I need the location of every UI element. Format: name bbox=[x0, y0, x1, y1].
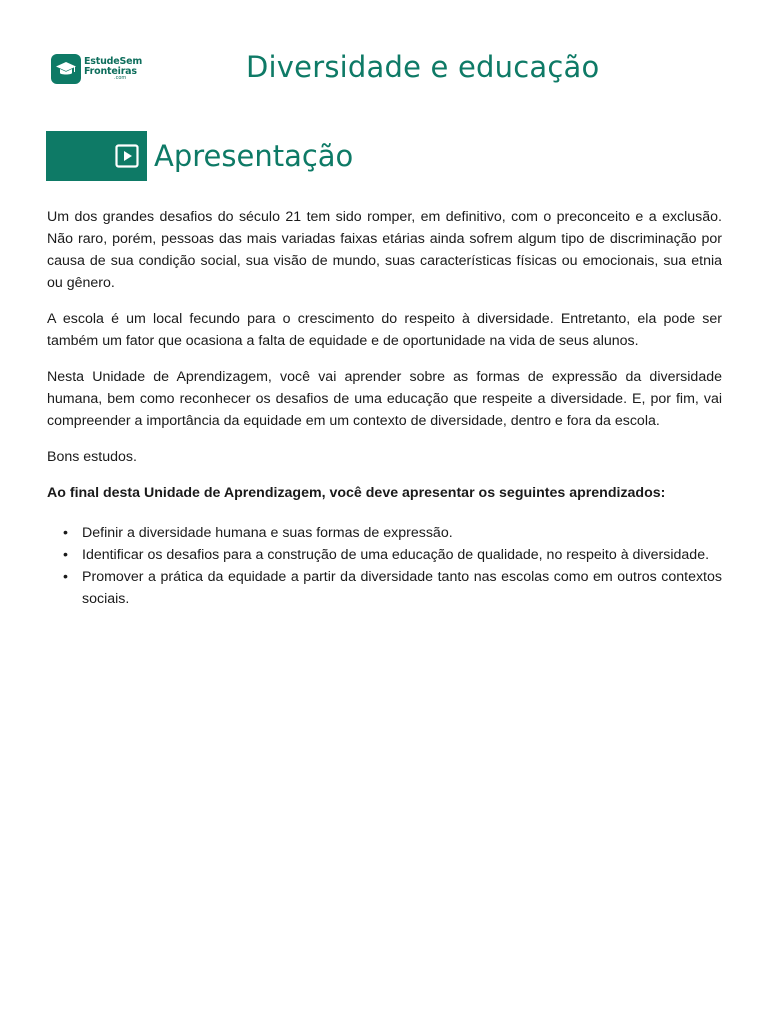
document-body bbox=[47, 206, 722, 610]
brand-logo bbox=[51, 54, 142, 84]
list-item-text: Definir a diversidade humana e suas formas de expressão. bbox=[82, 525, 453, 541]
logo-line-3: .com bbox=[114, 75, 127, 81]
objectives-intro: Ao final desta Unidade de Aprendizagem, você deve apresentar os seguintes aprendizados: bbox=[47, 485, 666, 501]
paragraph: Um dos grandes desafios do século 21 tem sido romper, em definitivo, com o preconceito e a exclusão. Não raro, porém, pessoas das mais variadas faixas etárias ainda sofrem algum tipo de discriminação por causa de sua condição social, sua visão de mundo, suas características físicas ou emocionais, sua etnia ou gênero. bbox=[47, 209, 722, 291]
play-box-icon bbox=[115, 144, 139, 168]
paragraph: Nesta Unidade de Aprendizagem, você vai aprender sobre as formas de expressão da diversidade humana, bem como reconhecer os desafios de uma educação que respeite a diversidade. E, por fim, vai compreender a importância da equidade em um contexto de diversidade, dentro e fora da escola. bbox=[47, 369, 722, 429]
section-accent-bar bbox=[46, 131, 147, 181]
list-item-text: Promover a prática da equidade a partir da diversidade tanto nas escolas como em outros contextos sociais. bbox=[82, 569, 722, 607]
section-title: Apresentação bbox=[154, 139, 354, 173]
paragraph: A escola é um local fecundo para o crescimento do respeito à diversidade. Entretanto, ela pode ser também um fator que ocasiona a falta de equidade e de oportunidade na vida de seus alunos. bbox=[47, 311, 722, 349]
list-item bbox=[47, 566, 722, 610]
graduation-cap-icon bbox=[51, 54, 81, 84]
logo-line-1: EstudeSem bbox=[84, 56, 143, 67]
bullet-icon: • bbox=[63, 569, 68, 585]
section-header bbox=[46, 131, 353, 181]
logo-wordmark bbox=[84, 57, 142, 81]
bullet-icon: • bbox=[63, 547, 68, 563]
paragraph: Bons estudos. bbox=[47, 449, 137, 465]
list-item bbox=[47, 544, 722, 566]
list-item bbox=[47, 522, 722, 544]
objectives-list bbox=[47, 522, 722, 610]
list-item-text: Identificar os desafios para a construção de uma educação de qualidade, no respeito à diversidade. bbox=[82, 547, 710, 563]
logo-line-2: Fronteiras bbox=[84, 65, 137, 77]
document-title: Diversidade e educação bbox=[246, 50, 600, 84]
bullet-icon: • bbox=[63, 525, 68, 541]
